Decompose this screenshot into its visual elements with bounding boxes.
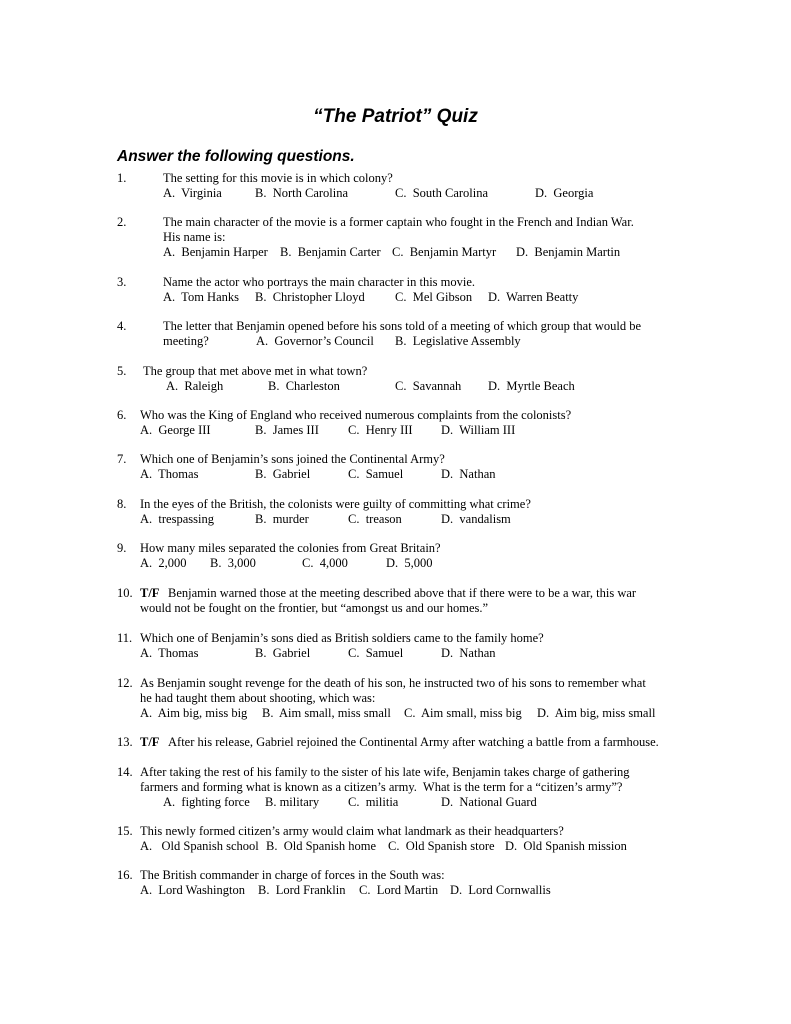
true-false-label: T/F: [140, 735, 160, 749]
answer-option: A. Tom Hanks: [163, 290, 239, 304]
answer-option: A. trespassing: [140, 512, 214, 526]
question-number: 8.: [117, 497, 127, 511]
question-text: The main character of the movie is a former captain who fought in the French and Indian War.: [163, 215, 634, 229]
answer-option: C. Benjamin Martyr: [392, 245, 497, 259]
answer-option: D. Lord Cornwallis: [450, 883, 551, 897]
answer-option: C. 4,000: [302, 556, 348, 570]
answer-option: A. 2,000: [140, 556, 187, 570]
answer-option: C. Samuel: [348, 646, 404, 660]
question-text: Which one of Benjamin’s sons died as British soldiers came to the family home?: [140, 631, 544, 645]
question-text: In the eyes of the British, the colonists were guilty of committing what crime?: [140, 497, 531, 511]
answer-option: C. Mel Gibson: [395, 290, 473, 304]
answer-option: D. Myrtle Beach: [488, 379, 575, 393]
answer-option: D. Old Spanish mission: [505, 839, 627, 853]
question-text: would not be fought on the frontier, but “amongst us and our homes.”: [140, 601, 489, 615]
answer-option: B. Christopher Lloyd: [255, 290, 365, 304]
answer-option: A. Lord Washington: [140, 883, 246, 897]
answer-option: D. Georgia: [535, 186, 594, 200]
answer-option: A. Aim big, miss big: [140, 706, 248, 720]
answer-option: C. treason: [348, 512, 402, 526]
answer-option: A. Virginia: [163, 186, 222, 200]
question-text: he had taught them about shooting, which was:: [140, 691, 376, 705]
question-text: Benjamin warned those at the meeting described above that if there were to be a war, this war: [168, 586, 637, 600]
question-number: 11.: [117, 631, 133, 645]
answer-option: A. George III: [140, 423, 211, 437]
question-number: 7.: [117, 452, 127, 466]
question-text: This newly formed citizen’s army would claim what landmark as their headquarters?: [140, 824, 564, 838]
question-text: Name the actor who portrays the main character in this movie.: [163, 275, 476, 289]
answer-option: A. Thomas: [140, 646, 199, 660]
answer-option: D. Nathan: [441, 467, 496, 481]
question-text: The British commander in charge of forces in the South was:: [140, 868, 445, 882]
answer-option: D. vandalism: [441, 512, 511, 526]
question-number: 3.: [117, 275, 127, 289]
answer-option: B. Benjamin Carter: [280, 245, 381, 259]
question-number: 13.: [117, 735, 133, 749]
question-text: meeting?: [163, 334, 209, 348]
answer-option: B. North Carolina: [255, 186, 349, 200]
question-text: The setting for this movie is in which colony?: [163, 171, 393, 185]
question-number: 5.: [117, 364, 127, 378]
answer-option: D. National Guard: [441, 795, 537, 809]
answer-option: C. Henry III: [348, 423, 413, 437]
answer-option: D. 5,000: [386, 556, 433, 570]
answer-option: B. military: [265, 795, 320, 809]
question-number: 6.: [117, 408, 127, 422]
answer-option: D. Warren Beatty: [488, 290, 579, 304]
answer-option: B. 3,000: [210, 556, 256, 570]
answer-option: A. Old Spanish school: [140, 839, 259, 853]
instructions-heading: Answer the following questions.: [117, 148, 355, 165]
question-number: 2.: [117, 215, 127, 229]
answer-option: C. militia: [348, 795, 399, 809]
answer-option: D. William III: [441, 423, 516, 437]
answer-option: B. Gabriel: [255, 646, 311, 660]
question-number: 4.: [117, 319, 127, 333]
question-number: 9.: [117, 541, 127, 555]
question-number: 12.: [117, 676, 133, 690]
question-text: How many miles separated the colonies from Great Britain?: [140, 541, 441, 555]
answer-option: D. Aim big, miss small: [537, 706, 656, 720]
true-false-label: T/F: [140, 586, 160, 600]
answer-option: B. Aim small, miss small: [262, 706, 391, 720]
question-text: His name is:: [163, 230, 226, 244]
answer-option: A. Thomas: [140, 467, 199, 481]
question-text: Who was the King of England who received numerous complaints from the colonists?: [140, 408, 572, 422]
question-text: After his release, Gabriel rejoined the Continental Army after watching a battle from a farmhouse.: [168, 735, 659, 749]
answer-option: D. Nathan: [441, 646, 496, 660]
answer-option: B. Lord Franklin: [258, 883, 346, 897]
answer-option: A. Governor’s Council: [256, 334, 374, 348]
page-title: “The Patriot” Quiz: [313, 106, 478, 127]
answer-option: B. James III: [255, 423, 319, 437]
answer-option: C. South Carolina: [395, 186, 489, 200]
answer-option: C. Old Spanish store: [388, 839, 495, 853]
question-text: farmers and forming what is known as a citizen’s army. What is the term for a “citizen’s army”?: [140, 780, 623, 794]
answer-option: A. Raleigh: [166, 379, 224, 393]
answer-option: C. Savannah: [395, 379, 462, 393]
question-number: 15.: [117, 824, 133, 838]
question-number: 14.: [117, 765, 133, 779]
question-number: 10.: [117, 586, 133, 600]
answer-option: B. Charleston: [268, 379, 340, 393]
question-text: After taking the rest of his family to the sister of his late wife, Benjamin takes charge of gathering: [140, 765, 630, 779]
answer-option: A. Benjamin Harper: [163, 245, 268, 259]
question-text: Which one of Benjamin’s sons joined the Continental Army?: [140, 452, 445, 466]
answer-option: C. Lord Martin: [359, 883, 439, 897]
question-number: 1.: [117, 171, 127, 185]
answer-option: B. Legislative Assembly: [395, 334, 521, 348]
question-number: 16.: [117, 868, 133, 882]
answer-option: C. Aim small, miss big: [404, 706, 522, 720]
question-text: As Benjamin sought revenge for the death of his son, he instructed two of his sons to remember what: [140, 676, 646, 690]
question-text: The letter that Benjamin opened before his sons told of a meeting of which group that would be: [163, 319, 642, 333]
answer-option: D. Benjamin Martin: [516, 245, 621, 259]
answer-option: B. Old Spanish home: [266, 839, 377, 853]
answer-option: A. fighting force: [163, 795, 250, 809]
answer-option: C. Samuel: [348, 467, 404, 481]
answer-option: B. murder: [255, 512, 309, 526]
question-text: The group that met above met in what town?: [143, 364, 368, 378]
answer-option: B. Gabriel: [255, 467, 311, 481]
